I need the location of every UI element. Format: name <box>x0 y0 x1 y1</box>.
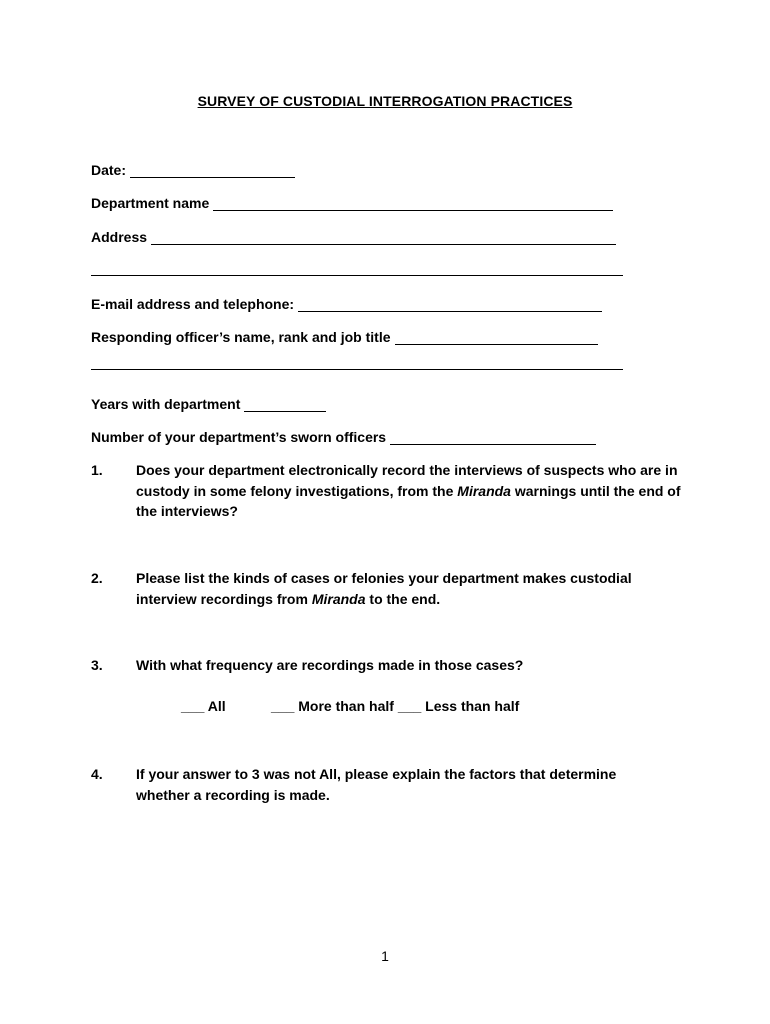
sworn-officers-blank[interactable] <box>390 430 596 445</box>
survey-title: SURVEY OF CUSTODIAL INTERROGATION PRACTICES <box>197 93 573 109</box>
question-text: If your answer to 3 was not All, please explain the factors that determine whether a recording is made. <box>136 766 617 803</box>
frequency-options <box>181 698 519 714</box>
department-name-label: Department name <box>91 195 210 211</box>
officer-field <box>91 329 598 345</box>
sworn-officers-field <box>91 429 596 445</box>
address-field <box>91 229 616 245</box>
email-phone-field <box>91 296 602 312</box>
question-text: Does your department electronically record the interviews of suspects who are in custody in some felony investigations, from the Miranda warnings until the end of the interviews? <box>136 462 681 519</box>
question-text: Please list the kinds of cases or felonies your department makes custodial interview recordings from Miranda to the end. <box>136 570 632 607</box>
officer-blank-line-2[interactable] <box>91 369 623 370</box>
date-field <box>91 162 295 178</box>
page-number: 1 <box>381 948 389 964</box>
department-name-blank[interactable] <box>213 196 613 211</box>
officer-label: Responding officer’s name, rank and job title <box>91 329 391 345</box>
email-phone-label: E-mail address and telephone: <box>91 296 295 312</box>
address-blank-line-2[interactable] <box>91 275 623 276</box>
option-more-than-half[interactable]: ___ More than half <box>271 698 394 714</box>
address-label: Address <box>91 229 148 245</box>
address-blank[interactable] <box>151 230 616 245</box>
email-phone-blank[interactable] <box>298 297 602 312</box>
date-blank[interactable] <box>130 163 295 178</box>
option-less-than-half[interactable]: ___ Less than half <box>397 698 520 714</box>
question-number: 2. <box>91 570 103 586</box>
question-text: With what frequency are recordings made in those cases? <box>136 657 524 673</box>
option-all[interactable]: ___ All <box>181 698 226 714</box>
question-number: 4. <box>91 766 103 782</box>
question-number: 3. <box>91 657 103 673</box>
question-number: 1. <box>91 462 103 478</box>
years-blank[interactable] <box>244 397 326 412</box>
department-name-field <box>91 195 613 211</box>
date-label: Date: <box>91 162 127 178</box>
years-field <box>91 396 326 412</box>
sworn-officers-label: Number of your department’s sworn officers <box>91 429 387 445</box>
officer-blank[interactable] <box>395 330 598 345</box>
years-label: Years with department <box>91 396 241 412</box>
